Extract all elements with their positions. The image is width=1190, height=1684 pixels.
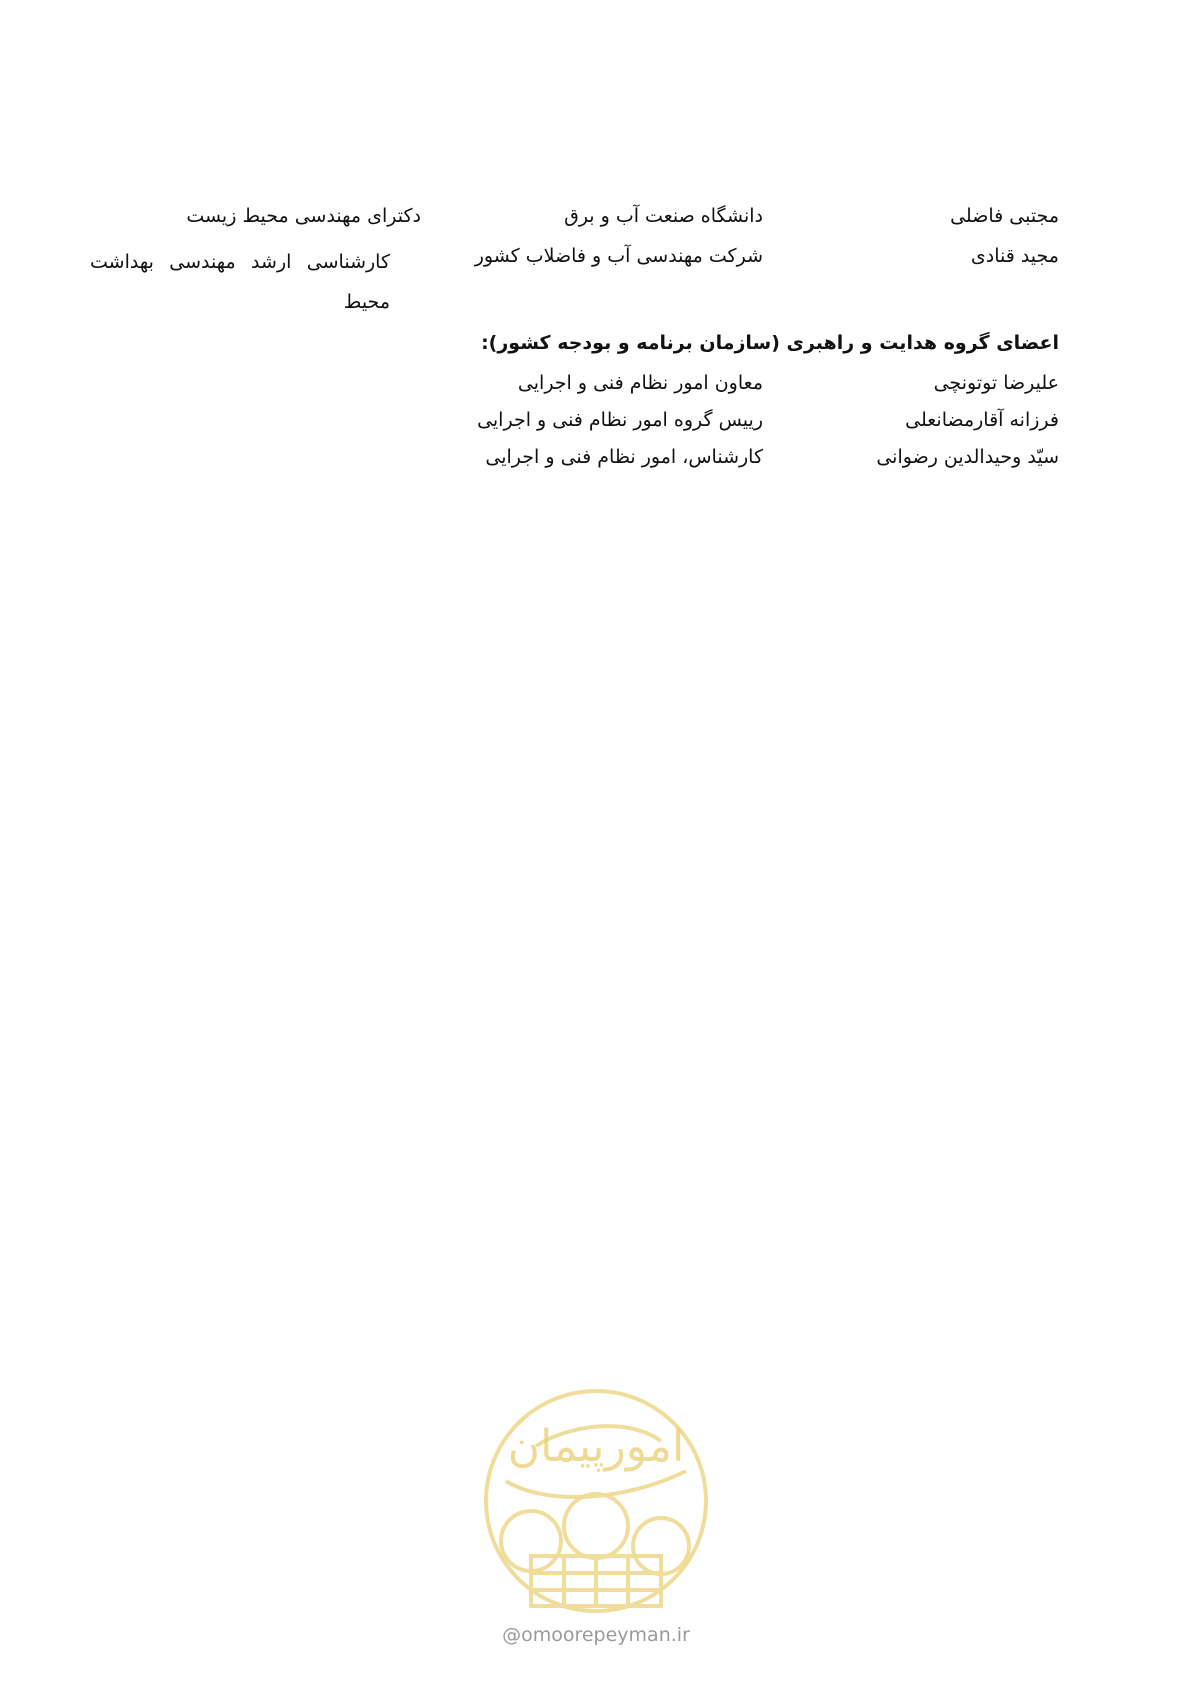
member-name: مجید قنادی xyxy=(970,245,1059,267)
watermark xyxy=(476,1386,716,1676)
member-degree: دکترای مهندسی محیط زیست xyxy=(186,205,421,227)
guidance-member-role: معاون امور نظام فنی و اجرایی xyxy=(517,372,763,394)
watermark-text: @omoorepeyman.ir xyxy=(502,1624,690,1646)
member-name: مجتبی فاضلی xyxy=(950,205,1059,227)
member-degree: کارشناسی ارشد مهندسی بهداشت محیط xyxy=(90,251,390,313)
guidance-member-role: رییس گروه امور نظام فنی و اجرایی xyxy=(477,409,763,431)
section-heading: اعضای گروه هدایت و راهبری (سازمان برنامه و بودجه کشور): xyxy=(481,332,1059,354)
guidance-member-role: کارشناس، امور نظام فنی و اجرایی xyxy=(485,446,763,468)
guidance-member-name: فرزانه آقارمضانعلی xyxy=(905,409,1059,431)
gear-logo-icon xyxy=(476,1386,716,1616)
guidance-member-name: علیرضا توتونچی xyxy=(933,372,1059,394)
svg-text:امورپیمان: امورپیمان xyxy=(507,1421,685,1472)
member-organization: دانشگاه صنعت آب و برق xyxy=(564,205,763,227)
member-organization: شرکت مهندسی آب و فاضلاب کشور xyxy=(474,245,763,267)
guidance-member-name: سیّد وحیدالدین رضوانی xyxy=(876,446,1059,468)
